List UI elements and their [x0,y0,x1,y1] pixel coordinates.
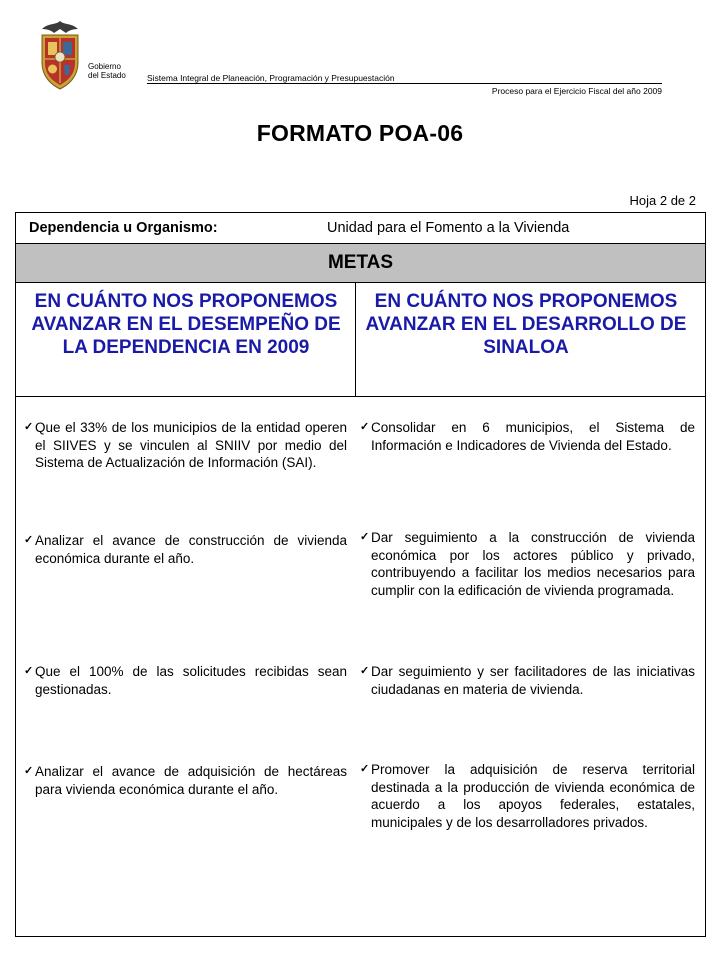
checkmark-icon: ✓ [24,765,34,777]
checkmark-icon: ✓ [360,531,370,543]
goal-text: Dar seguimiento y ser facilitadores de las iniciativas ciudadanas en materia de vivienda. [371,664,695,697]
goal-item [25,663,347,698]
goal-item [361,663,695,698]
goal-text: Que el 100% de las solicitudes recibidas sean gestionadas. [35,664,347,697]
system-name: Sistema Integral de Planeación, Programación y Presupuestación [147,73,395,83]
goal-item [361,529,695,599]
dependency-row [16,213,705,244]
state-crest-logo [36,17,84,93]
goal-item [25,532,347,567]
section-title: METAS [16,244,705,283]
column-heading-performance: EN CUÁNTO NOS PROPONEMOS AVANZAR EN EL DESEMPEÑO DE LA DEPENDENCIA EN 2009 [31,291,341,358]
goal-item [25,419,347,472]
goal-text: Promover la adquisición de reserva territorial destinada a la producción de vivienda económica de acuerdo a los apoyos federales, estatales, municipales y de los desarrolladores privados. [371,762,695,830]
dependency-label: Dependencia u Organismo: [29,220,218,236]
goals-table [15,212,706,937]
goal-text: Analizar el avance de construcción de vivienda económica durante el año. [35,533,347,566]
header-divider [147,83,662,84]
checkmark-icon: ✓ [24,665,34,677]
government-label-line1: Gobierno [88,62,121,71]
column-heading-development: EN CUÁNTO NOS PROPONEMOS AVANZAR EN EL DESARROLLO DE SINALOA [365,291,687,358]
checkmark-icon: ✓ [360,763,370,775]
goal-item [25,763,347,798]
heading-row-divider [16,396,705,397]
goal-text: Que el 33% de los municipios de la entidad operen el SIIVES y se vinculen al SNIIV por medio del Sistema de Actualización de Información (SAI). [35,420,347,470]
goal-text: Consolidar en 6 municipios, el Sistema de Información e Indicadores de Vivienda del Estado. [371,420,695,453]
process-name: Proceso para el Ejercicio Fiscal del año 2009 [491,86,662,96]
government-label [88,62,126,80]
checkmark-icon: ✓ [360,421,370,433]
form-title: FORMATO POA-06 [256,120,464,146]
goal-text: Analizar el avance de adquisición de hectáreas para vivienda económica durante el año. [35,764,347,797]
goal-item [361,761,695,831]
government-label-line2: del Estado [88,71,126,80]
column-divider [355,283,356,396]
checkmark-icon: ✓ [24,534,34,546]
checkmark-icon: ✓ [24,421,34,433]
checkmark-icon: ✓ [360,665,370,677]
dependency-value: Unidad para el Fomento a la Vivienda [327,220,570,236]
goal-text: Dar seguimiento a la construcción de vivienda económica por los actores público y privado, contribuyendo a facilitar los medios necesarios para cumplir con la edificación de vivienda programada. [371,530,695,598]
page-indicator: Hoja 2 de 2 [629,193,696,208]
goal-item [361,419,695,454]
